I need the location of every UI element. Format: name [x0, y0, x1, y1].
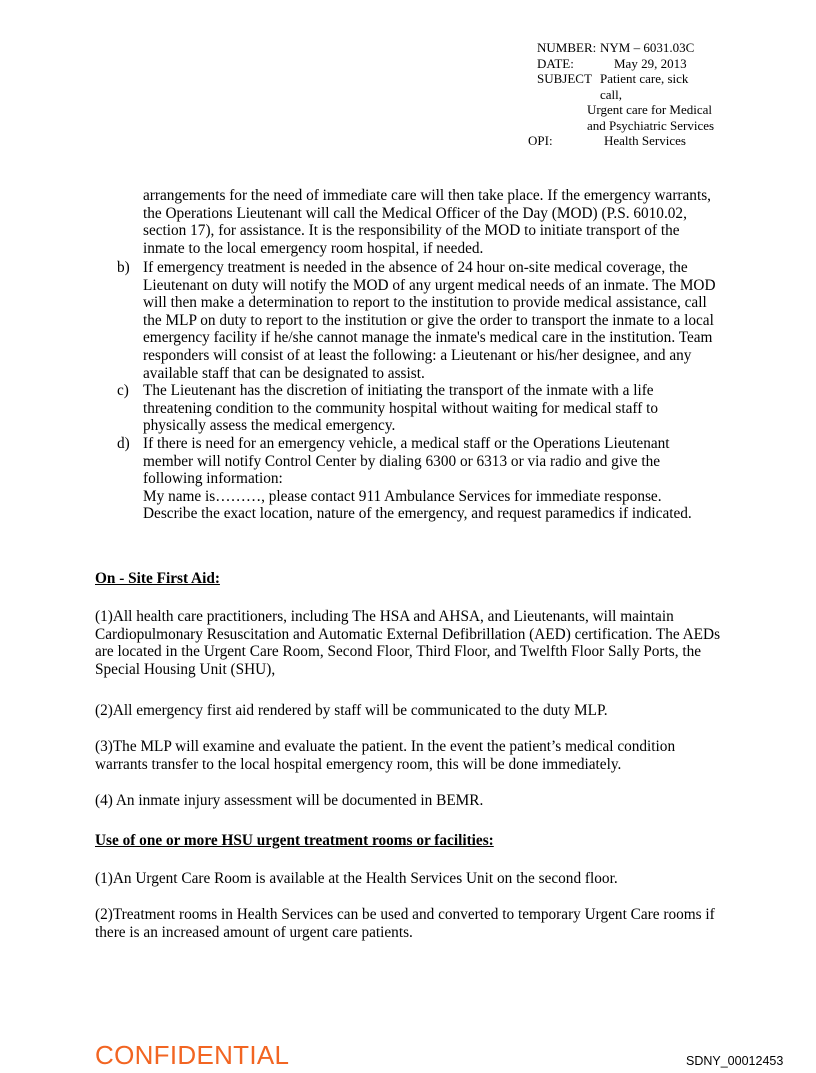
confidential-stamp: CONFIDENTIAL — [95, 1040, 290, 1070]
subject-value-line1: Patient care, sick — [600, 71, 689, 86]
list-item — [117, 382, 723, 435]
opi-value: Health Services — [604, 133, 686, 148]
section-heading-urgent-rooms: Use of one or more HSU urgent treatment rooms or facilities: — [95, 832, 494, 849]
list-marker: d) — [117, 434, 130, 452]
first-aid-paragraph-4: (4) An inmate injury assessment will be documented in BEMR. — [95, 792, 484, 809]
date-value: May 29, 2013 — [614, 55, 687, 71]
opi-label: OPI: — [528, 133, 553, 148]
number-label: NUMBER: — [537, 40, 597, 55]
first-aid-paragraph-1: (1)All health care practitioners, including The HSA and AHSA, and Lieutenants, will maintain Cardiopulmonary Resuscitation and Automatic External Defibrillation (AED) certification. The AEDs are located in the Urgent Care Room, Second Floor, Third Floor, and Twelfth Floor Sally Ports, the Special Housing Unit (SHU), — [95, 608, 721, 678]
date-label: DATE: — [537, 55, 574, 71]
section-heading-first-aid: On - Site First Aid: — [95, 570, 220, 587]
list-item-line: My name is………, please contact 911 Ambulance Services for immediate response. — [143, 487, 662, 505]
subject-value-line2: call, — [600, 86, 623, 102]
intro-paragraph: arrangements for the need of immediate care will then take place. If the emergency warrants, the Operations Lieutenant will call the Medical Officer of the Day (MOD) (P.S. 6010.02, section 17), for assistance. It is the responsibility of the MOD to initiate transport of the inmate to the local emergency room hospital, if needed. — [143, 187, 711, 257]
list-item-line: Describe the exact location, nature of the emergency, and request paramedics if indicated. — [143, 505, 692, 523]
list-item-text: If emergency treatment is needed in the absence of 24 hour on-site medical coverage, the Lieutenant on duty will notify the MOD of any urgent medical needs of an inmate. The MOD will then make a determination to report to the institution to provide medical assistance, call the MLP on duty to report to the institution or give the order to transport the inmate to a local emergency facility if he/she cannot manage the inmate's medical care in the institution. Team responders will consist of at least the following: a Lieutenant or his/her designee, and any available staff that can be designated to assist. — [143, 259, 716, 382]
list-item-text: The Lieutenant has the discretion of initiating the transport of the inmate with a life threatening condition to the community hospital without waiting for medical staff to physically assess the medical emergency. — [143, 382, 659, 435]
list-item-text: If there is need for an emergency vehicle, a medical staff or the Operations Lieutenant member will notify Control Center by dialing 6300 or 6313 or via radio and give the following information: — [143, 434, 670, 488]
subject-value-line4: and Psychiatric Services — [587, 117, 715, 133]
procedure-list — [117, 259, 723, 523]
list-marker: c) — [117, 382, 129, 400]
list-item — [117, 259, 723, 382]
subject-value-line3: Urgent care for Medical — [587, 102, 713, 117]
urgent-rooms-paragraph-1: (1)An Urgent Care Room is available at the Health Services Unit on the second floor. — [95, 870, 618, 887]
document-header — [527, 40, 777, 149]
first-aid-paragraph-3: (3)The MLP will examine and evaluate the patient. In the event the patient’s medical condition warrants transfer to the local hospital emergency room, this will be done immediately. — [95, 738, 676, 773]
bates-number: SDNY_00012453 — [686, 1054, 784, 1068]
list-marker: b) — [117, 259, 130, 276]
urgent-rooms-paragraph-2: (2)Treatment rooms in Health Services can be used and converted to temporary Urgent Care rooms if there is an increased amount of urgent care patients. — [95, 906, 715, 941]
first-aid-paragraph-2: (2)All emergency first aid rendered by staff will be communicated to the duty MLP. — [95, 702, 608, 719]
number-value: NYM – 6031.03C — [600, 40, 695, 55]
list-item — [117, 435, 723, 523]
subject-label: SUBJECT — [537, 71, 592, 86]
